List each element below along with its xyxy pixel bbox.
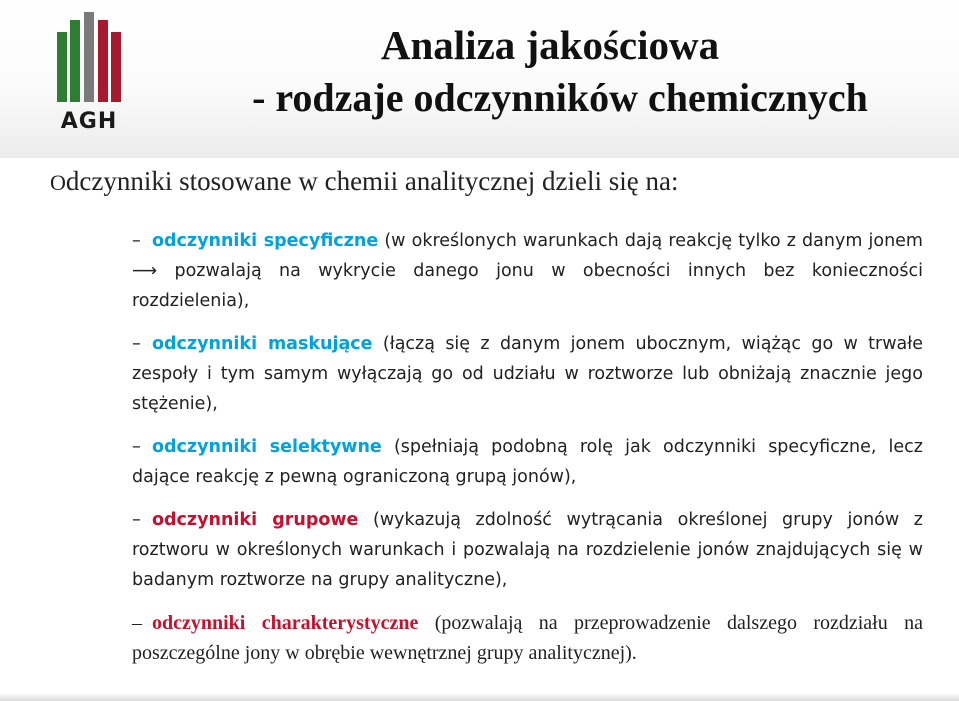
- agh-emblem-icon: [54, 12, 124, 108]
- item-text: (pozwalają na przeprowadzenie dalszego rozdziału na poszczególne jony w obrębie wewnętrznej grupy analitycznej).: [132, 612, 923, 664]
- title-line-1: Analiza jakościowa: [380, 22, 720, 68]
- item-text: (w określonych warunkach dają reakcję tylko z danym jonem ⟶ pozwalają na wykrycie danego jonu w obecności innych bez konieczności rozdzielenia),: [132, 231, 923, 311]
- list-item: [132, 329, 923, 419]
- list-item: [132, 432, 923, 492]
- term-specyficzne: odczynniki specyficzne: [152, 231, 379, 251]
- dash: –: [132, 437, 141, 457]
- list-item: [132, 608, 923, 668]
- intro-text: [50, 166, 678, 197]
- item-text: (spełniają podobną rolę jak odczynniki specyficzne, lecz dające reakcję z pewną ograniczoną grupą jonów),: [132, 437, 923, 487]
- list-item: [132, 226, 923, 316]
- term-maskujace: odczynniki maskujące: [152, 334, 373, 354]
- term-selektywne: odczynniki selektywne: [152, 437, 382, 457]
- dash: –: [132, 612, 142, 634]
- term-grupowe: odczynniki grupowe: [152, 510, 359, 530]
- slide-title: [150, 20, 950, 126]
- dash: –: [132, 231, 141, 251]
- agh-logo: [54, 12, 124, 134]
- logo-text: AGH: [60, 109, 118, 134]
- item-text: (łączą się z danym jonem ubocznym, wiążąc go w trwałe zespoły i tym samym wyłączają go od udziału w roztworze lub obniżają znacznie jego stężenie),: [132, 334, 923, 414]
- title-line-2: - rodzaje odczynników chemicznych: [252, 75, 868, 120]
- term-charakterystyczne: odczynniki charakterystyczne: [152, 612, 419, 634]
- list-item: [132, 505, 923, 595]
- bottom-rule: [0, 693, 959, 701]
- reagent-list: [132, 226, 923, 681]
- dash: –: [132, 334, 141, 354]
- intro-rest: dczynniki stosowane w chemii analitycznej dzieli się na:: [65, 166, 679, 196]
- intro-first-letter: O: [50, 170, 66, 195]
- dash: –: [132, 510, 141, 530]
- item-text: (wykazują zdolność wytrącania określonej grupy jonów z roztworu w określonych warunkach i pozwalają na rozdzielenie jonów znajdujących się w badanym roztworze na grupy analityczne),: [132, 510, 923, 590]
